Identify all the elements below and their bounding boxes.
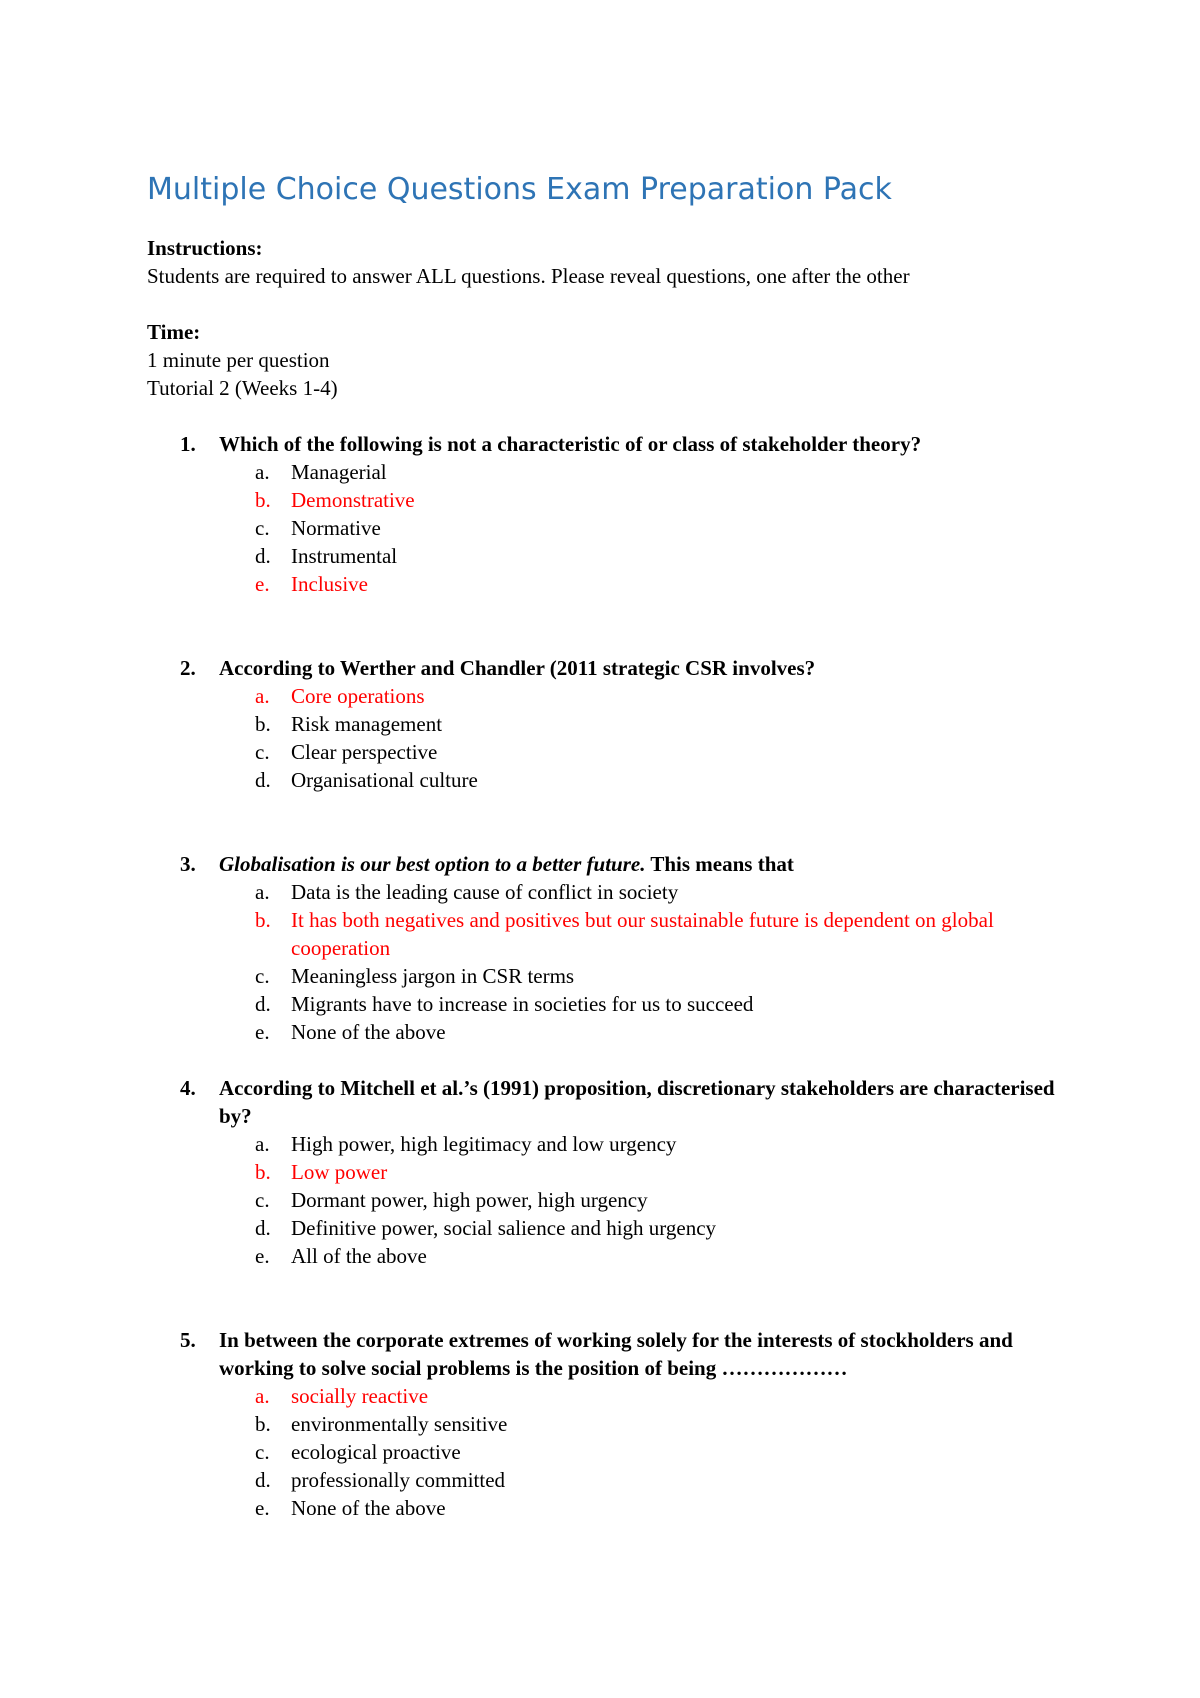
option-a xyxy=(219,878,1067,906)
question-text: According to Werther and Chandler (2011 strategic CSR involves? xyxy=(219,656,816,680)
option-letter: b. xyxy=(255,908,271,932)
option-list xyxy=(219,1130,1067,1270)
option-letter: c. xyxy=(255,1440,270,1464)
option-list xyxy=(219,458,1067,598)
option-list xyxy=(219,682,1067,794)
option-a xyxy=(219,1130,1067,1158)
option-letter: c. xyxy=(255,1188,270,1212)
question-text-rest: This means that xyxy=(645,852,794,876)
option-a xyxy=(219,458,1067,486)
option-text: ecological proactive xyxy=(291,1440,461,1464)
option-letter: a. xyxy=(255,1132,270,1156)
instructions-text: Students are required to answer ALL questions. Please reveal questions, one after the other xyxy=(147,264,910,288)
option-letter: a. xyxy=(255,460,270,484)
option-d xyxy=(219,766,1067,794)
option-b xyxy=(219,1158,1067,1186)
option-letter: e. xyxy=(255,1244,270,1268)
option-text: Definitive power, social salience and high urgency xyxy=(291,1216,717,1240)
option-d xyxy=(219,542,1067,570)
option-b xyxy=(219,710,1067,738)
time-label: Time: xyxy=(147,320,201,344)
question-5 xyxy=(147,1326,1067,1522)
option-text: Low power xyxy=(291,1160,388,1184)
option-b xyxy=(219,486,1067,514)
tutorial-label: Tutorial 2 (Weeks 1-4) xyxy=(147,376,338,400)
question-text xyxy=(219,850,1067,878)
option-list xyxy=(219,1382,1067,1522)
option-d xyxy=(219,1214,1067,1242)
option-text: Core operations xyxy=(291,684,425,708)
option-text: None of the above xyxy=(291,1020,446,1044)
option-text: Meaningless jargon in CSR terms xyxy=(291,964,575,988)
question-number: 4. xyxy=(180,1076,196,1100)
question-text: In between the corporate extremes of working solely for the interests of stockholders and working to solve social problems is the position of being ……………… xyxy=(219,1328,1013,1380)
option-c xyxy=(219,962,1067,990)
option-list xyxy=(219,878,1067,1046)
option-text: It has both negatives and positives but our sustainable future is dependent on global cooperation xyxy=(291,908,994,960)
question-text: According to Mitchell et al.’s (1991) proposition, discretionary stakeholders are characterised by? xyxy=(219,1076,1055,1128)
option-letter: e. xyxy=(255,572,270,596)
option-letter: e. xyxy=(255,1496,270,1520)
option-text: All of the above xyxy=(291,1244,427,1268)
option-c xyxy=(219,738,1067,766)
question-4 xyxy=(147,1074,1067,1270)
option-text: Organisational culture xyxy=(291,768,478,792)
option-text: Instrumental xyxy=(291,544,398,568)
option-e xyxy=(219,1494,1067,1522)
option-letter: b. xyxy=(255,1412,271,1436)
question-2 xyxy=(147,654,1067,794)
option-letter: c. xyxy=(255,964,270,988)
option-text: Migrants have to increase in societies for us to succeed xyxy=(291,992,754,1016)
option-letter: d. xyxy=(255,768,271,792)
option-text: Risk management xyxy=(291,712,443,736)
question-3 xyxy=(147,850,1067,1046)
option-letter: c. xyxy=(255,516,270,540)
instructions-label: Instructions: xyxy=(147,236,263,260)
time-section xyxy=(147,318,1067,402)
option-text: socially reactive xyxy=(291,1384,429,1408)
option-text: Dormant power, high power, high urgency xyxy=(291,1188,648,1212)
option-letter: a. xyxy=(255,684,270,708)
option-letter: b. xyxy=(255,488,271,512)
option-letter: d. xyxy=(255,544,271,568)
option-letter: c. xyxy=(255,740,270,764)
document-title: Multiple Choice Questions Exam Preparation Pack xyxy=(147,172,892,207)
option-e xyxy=(219,570,1067,598)
option-letter: a. xyxy=(255,880,270,904)
option-letter: b. xyxy=(255,1160,271,1184)
option-c xyxy=(219,1438,1067,1466)
option-a xyxy=(219,682,1067,710)
option-letter: e. xyxy=(255,1020,270,1044)
question-1 xyxy=(147,430,1067,598)
option-d xyxy=(219,1466,1067,1494)
option-b xyxy=(219,906,1067,962)
question-number: 5. xyxy=(180,1328,196,1352)
option-text: Data is the leading cause of conflict in society xyxy=(291,880,679,904)
option-text: Inclusive xyxy=(291,572,368,596)
option-letter: d. xyxy=(255,1216,271,1240)
option-text: Managerial xyxy=(291,460,387,484)
option-a xyxy=(219,1382,1067,1410)
question-text-emphasis: Globalisation is our best option to a better future. xyxy=(219,852,646,876)
option-text: High power, high legitimacy and low urgency xyxy=(291,1132,677,1156)
option-text: None of the above xyxy=(291,1496,446,1520)
option-e xyxy=(219,1018,1067,1046)
option-letter: a. xyxy=(255,1384,270,1408)
option-letter: b. xyxy=(255,712,271,736)
question-number: 1. xyxy=(180,432,196,456)
question-text: Which of the following is not a characteristic of or class of stakeholder theory? xyxy=(219,432,922,456)
question-number: 2. xyxy=(180,656,196,680)
document-content xyxy=(147,170,1067,1522)
option-text: Demonstrative xyxy=(291,488,415,512)
option-text: Normative xyxy=(291,516,381,540)
time-per-question: 1 minute per question xyxy=(147,348,330,372)
option-letter: d. xyxy=(255,1468,271,1492)
instructions-section xyxy=(147,234,1067,290)
option-c xyxy=(219,514,1067,542)
option-d xyxy=(219,990,1067,1018)
question-number: 3. xyxy=(180,852,196,876)
option-letter: d. xyxy=(255,992,271,1016)
option-text: Clear perspective xyxy=(291,740,438,764)
option-text: professionally committed xyxy=(291,1468,506,1492)
option-text: environmentally sensitive xyxy=(291,1412,508,1436)
option-b xyxy=(219,1410,1067,1438)
question-list xyxy=(147,430,1067,1522)
option-e xyxy=(219,1242,1067,1270)
option-c xyxy=(219,1186,1067,1214)
